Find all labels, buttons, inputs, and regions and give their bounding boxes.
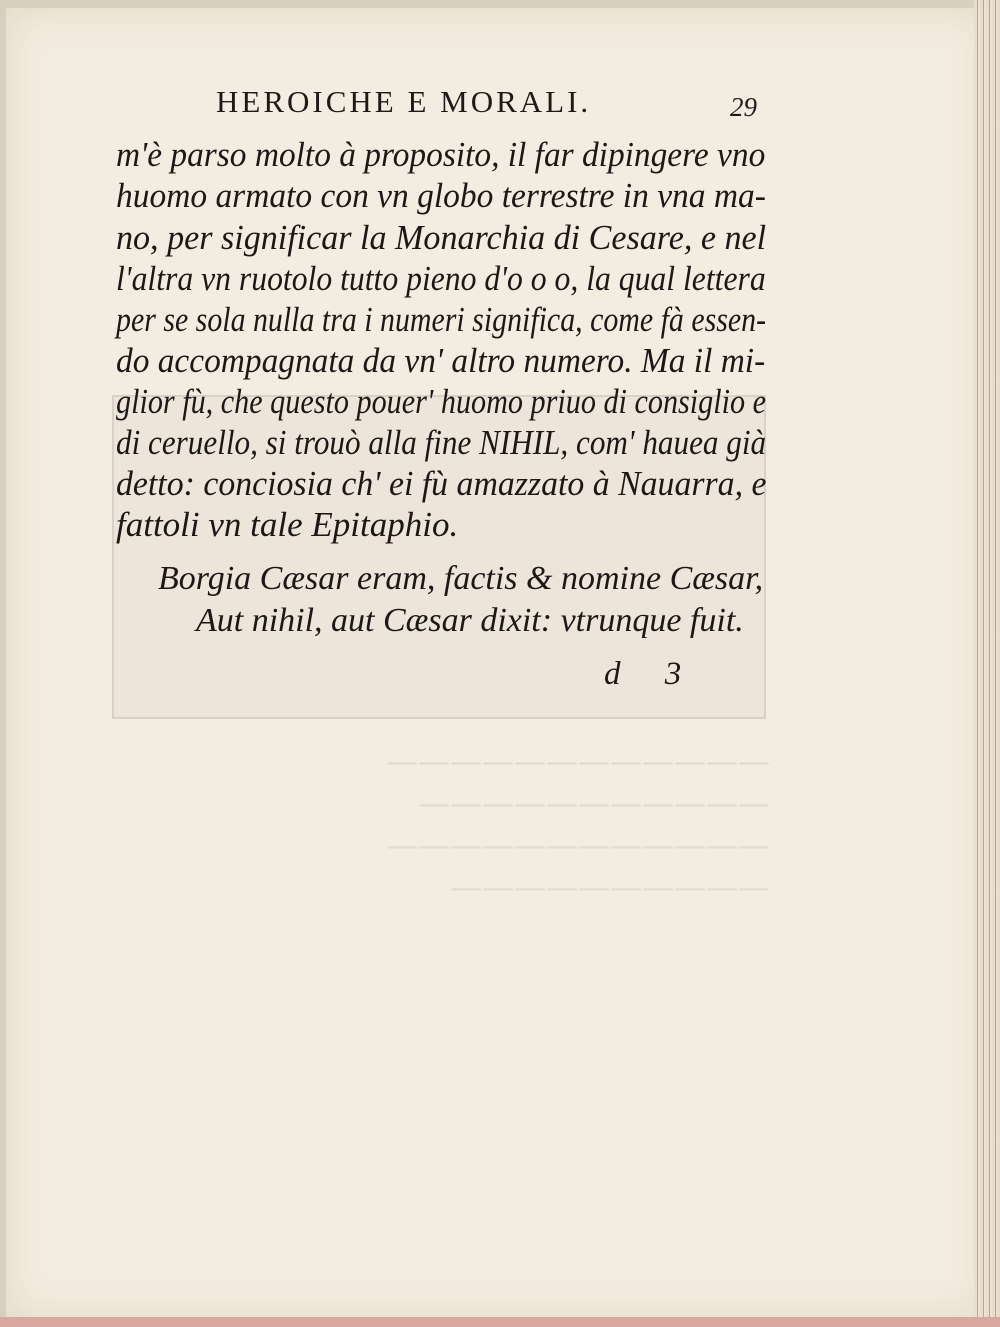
body-line: do accompagnata da vn' altro numero. Ma il mi-	[116, 341, 766, 380]
body-line: glior fù, che questo pouer' huomo priuo di consiglio e	[116, 382, 767, 421]
bleed-through-text: ———————————— ——————————— ———————————— ——————————	[386, 742, 770, 906]
page-edge-bottom	[0, 1317, 1000, 1327]
body-line: no, per significar la Monarchia di Cesare, e nel	[116, 218, 767, 257]
running-title: HEROICHE E MORALI.	[216, 84, 592, 119]
body-line: detto: conciosia ch' ei fù amazzato à Nauarra, e	[116, 464, 767, 503]
body-line: l'altra vn ruotolo tutto pieno d'o o o, la qual lettera	[116, 259, 766, 298]
body-line: huomo armato con vn globo terrestre in vna ma-	[116, 176, 766, 215]
body-line: di ceruello, si trouò alla fine NIHIL, com' hauea già	[116, 423, 767, 462]
body-line: fattoli vn tale Epitaphio.	[116, 505, 459, 544]
epitaph-line: Borgia Cæsar eram, factis & nomine Cæsar,	[158, 560, 764, 597]
signature-mark: d 3	[604, 656, 700, 692]
body-line: m'è parso molto à proposito, il far dipingere vno	[116, 135, 766, 174]
epitaph-line: Aut nihil, aut Cæsar dixit: vtrunque fuit.	[196, 602, 744, 639]
page-edge-right	[974, 0, 1000, 1327]
page-number: 29	[730, 92, 757, 122]
body-line: per se sola nulla tra i numeri significa, come fà essen-	[116, 300, 767, 339]
